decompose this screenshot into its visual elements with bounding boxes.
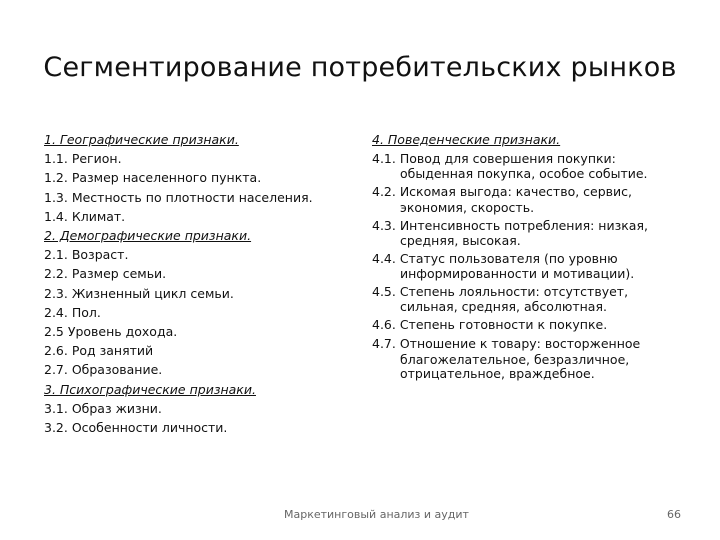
list-item: [372, 216, 682, 249]
list-item: [372, 334, 682, 381]
list-item-continuation: экономия, скорость.: [400, 199, 535, 215]
list-item: [372, 249, 682, 282]
list-item: 1.3. Местность по плотности населения.: [44, 189, 313, 205]
list-item: 2.5 Уровень дохода.: [44, 324, 178, 340]
list-item: 2.7. Образование.: [44, 362, 163, 378]
footer-text: Маркетинговый анализ и аудит: [284, 508, 469, 521]
list-item: 3.1. Образ жизни.: [44, 400, 162, 416]
list-item-text: 4.4. Статус пользователя (по уровню: [372, 250, 618, 266]
list-item: 2.2. Размер семьи.: [44, 266, 167, 282]
list-item-continuation: обыденная покупка, особое событие.: [400, 166, 648, 182]
list-item: 2.6. Род занятий: [44, 343, 154, 359]
list-item: 1.1. Регион.: [44, 151, 122, 167]
left-column: [44, 130, 354, 437]
list-item: 4.6. Степень готовности к покупке.: [372, 317, 608, 333]
list-item-text: 4.3. Интенсивность потребления: низкая,: [372, 217, 648, 233]
list-item-text: 4.7. Отношение к товару: восторженное: [372, 336, 641, 352]
list-item: 1.4. Климат.: [44, 208, 126, 224]
list-item: [372, 182, 682, 215]
slide-title: Сегментирование потребительских рынков: [43, 52, 677, 83]
list-heading: 2. Демографические признаки.: [44, 228, 252, 244]
list-item: 3.2. Особенности личности.: [44, 420, 228, 436]
list-item-continuation: благожелательное, безразличное,: [400, 351, 630, 367]
list-heading: 1. Географические признаки.: [44, 132, 239, 147]
list-item-continuation: информированности и мотивации).: [400, 266, 635, 282]
list-item-text: 4.5. Степень лояльности: отсутствует,: [372, 284, 629, 300]
list-item: 2.3. Жизненный цикл семьи.: [44, 285, 234, 301]
list-item: 2.1. Возраст.: [44, 247, 129, 263]
list-heading: 4. Поведенческие признаки.: [372, 132, 561, 147]
list-item-text: 4.1. Повод для совершения покупки:: [372, 151, 616, 167]
list-heading: 3. Психографические признаки.: [44, 381, 256, 397]
list-item-continuation: отрицательное, враждебное.: [400, 365, 595, 381]
right-column: [372, 130, 682, 382]
list-item: 1.2. Размер населенного пункта.: [44, 170, 262, 186]
page-number: 66: [667, 508, 681, 521]
list-item: 2.4. Пол.: [44, 304, 101, 320]
list-item-continuation: сильная, средняя, абсолютная.: [400, 299, 607, 315]
list-item: [372, 149, 682, 182]
list-item: [372, 282, 682, 315]
list-item-continuation: средняя, высокая.: [400, 232, 521, 248]
list-item-text: 4.2. Искомая выгода: качество, сервис,: [372, 184, 633, 200]
